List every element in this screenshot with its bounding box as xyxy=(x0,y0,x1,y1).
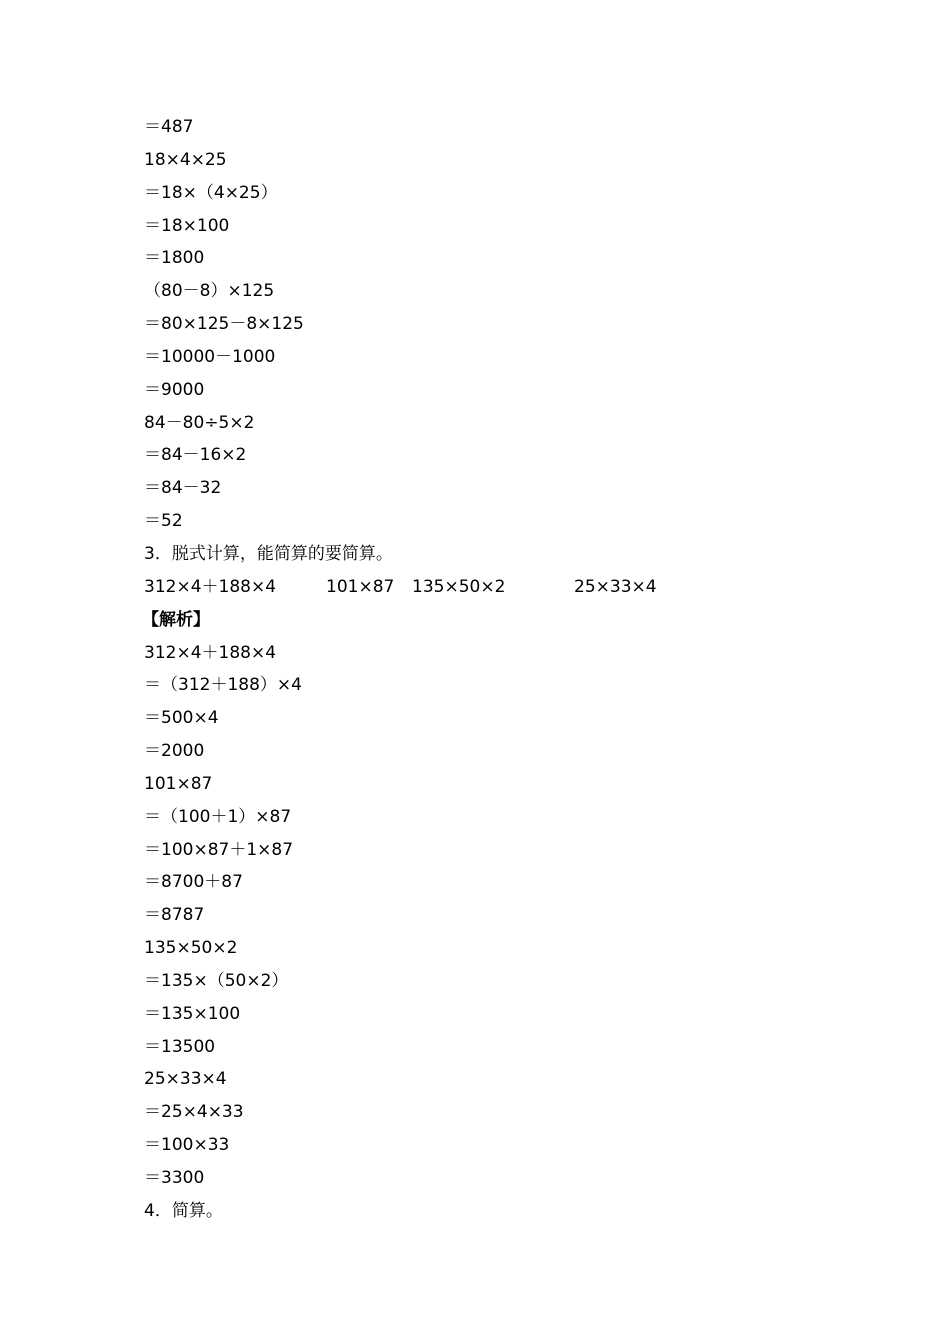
solution-line: ＝3300 xyxy=(144,1168,205,1188)
solution-line: 25×33×4 xyxy=(144,1069,227,1090)
solution-line: 101×87 xyxy=(144,773,213,794)
problem-4: 25×33×4 xyxy=(574,576,657,597)
analysis-label: 【解析】 xyxy=(142,609,210,630)
document-page xyxy=(144,111,844,1228)
solution-line: ＝（100＋1）×87 xyxy=(144,806,292,827)
solution-line: ＝10000－1000 xyxy=(144,346,276,367)
solution-line: ＝8787 xyxy=(144,905,205,926)
question-4-heading: 4．简算。 xyxy=(144,1200,223,1221)
solution-line: 18×4×25 xyxy=(144,149,227,170)
problem-1: 312×4＋188×4 xyxy=(144,576,277,597)
solution-line: ＝84－32 xyxy=(144,478,222,499)
question-3-solutions xyxy=(144,637,844,1195)
solution-line: 135×50×2 xyxy=(144,938,238,959)
solution-line: （80－8）×125 xyxy=(144,281,275,302)
previous-solution-lines xyxy=(144,111,844,538)
solution-line: ＝100×87＋1×87 xyxy=(144,839,294,860)
solution-line: 312×4＋188×4 xyxy=(144,642,277,663)
solution-line: ＝13500 xyxy=(144,1036,216,1057)
problem-3: 135×50×2 xyxy=(412,576,506,597)
problem-2: 101×87 xyxy=(326,576,395,597)
solution-line: ＝2000 xyxy=(144,741,205,762)
solution-line: ＝18×（4×25） xyxy=(144,182,278,203)
solution-line: ＝8700＋87 xyxy=(144,872,243,893)
solution-line: ＝80×125－8×125 xyxy=(144,314,304,335)
solution-line: ＝18×100 xyxy=(144,215,230,236)
solution-line: ＝135×100 xyxy=(144,1003,241,1024)
question-3-problems xyxy=(144,571,844,604)
solution-line: ＝100×33 xyxy=(144,1135,230,1156)
solution-line: ＝（312＋188）×4 xyxy=(144,675,302,696)
solution-line: ＝487 xyxy=(144,117,194,137)
solution-line: ＝135×（50×2） xyxy=(144,970,289,991)
solution-line: ＝9000 xyxy=(144,379,205,400)
solution-line: ＝1800 xyxy=(144,248,205,269)
question-3-heading: 3．脱式计算，能简算的要简算。 xyxy=(144,543,393,564)
solution-line: ＝500×4 xyxy=(144,708,219,729)
solution-line: 84－80÷5×2 xyxy=(144,412,255,433)
solution-line: ＝52 xyxy=(144,511,183,532)
solution-line: ＝25×4×33 xyxy=(144,1102,244,1123)
solution-line: ＝84－16×2 xyxy=(144,445,247,466)
